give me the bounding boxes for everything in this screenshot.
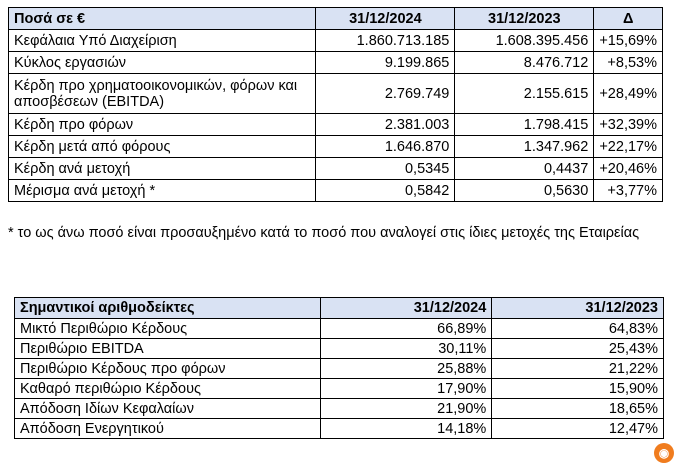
table-row <box>15 419 664 439</box>
table-row <box>9 114 663 136</box>
value-2024: 21,90% <box>320 399 492 419</box>
value-2024: 2.381.003 <box>316 114 455 136</box>
row-label: Κέρδη προ φόρων <box>9 114 316 136</box>
column-header: 31/12/2024 <box>320 298 492 319</box>
row-label: Κεφάλαια Υπό Διαχείριση <box>9 30 316 52</box>
value-2023: 1.347.962 <box>455 136 594 158</box>
value-2023: 15,90% <box>492 379 664 399</box>
value-2024: 25,88% <box>320 359 492 379</box>
column-header: Ποσά σε € <box>9 8 316 30</box>
value-2024: 1.646.870 <box>316 136 455 158</box>
column-header: 31/12/2023 <box>455 8 594 30</box>
table-row <box>9 158 663 180</box>
logo-badge-icon: ◉ <box>654 443 674 463</box>
column-header: Σημαντικοί αριθμοδείκτες <box>15 298 321 319</box>
value-2024: 0,5345 <box>316 158 455 180</box>
value-2024: 14,18% <box>320 419 492 439</box>
change-value: +15,69% <box>594 30 663 52</box>
column-header: 31/12/2024 <box>316 8 455 30</box>
table-row <box>9 180 663 202</box>
row-label: Κέρδη μετά από φόρους <box>9 136 316 158</box>
value-2023: 18,65% <box>492 399 664 419</box>
table-row <box>9 30 663 52</box>
value-2023: 21,22% <box>492 359 664 379</box>
column-header: 31/12/2023 <box>492 298 664 319</box>
value-2024: 2.769.749 <box>316 74 455 114</box>
value-2023: 1.608.395.456 <box>455 30 594 52</box>
row-label: Καθαρό περιθώριο Κέρδους <box>15 379 321 399</box>
table-row <box>9 52 663 74</box>
row-label: Μέρισμα ανά μετοχή * <box>9 180 316 202</box>
table-row <box>15 319 664 339</box>
footnote: * το ως άνω ποσό είναι προσαυξημένο κατά το ποσό που αναλογεί στις ίδιες μετοχές της Εταιρείας <box>8 225 640 241</box>
table-row <box>15 379 664 399</box>
table-header-row <box>15 298 664 319</box>
change-value: +22,17% <box>594 136 663 158</box>
table-row <box>9 74 663 114</box>
value-2024: 30,11% <box>320 339 492 359</box>
value-2024: 17,90% <box>320 379 492 399</box>
row-label: Απόδοση Ιδίων Κεφαλαίων <box>15 399 321 419</box>
value-2024: 1.860.713.185 <box>316 30 455 52</box>
value-2023: 0,4437 <box>455 158 594 180</box>
financial-results-table <box>8 7 663 202</box>
value-2023: 25,43% <box>492 339 664 359</box>
value-2023: 1.798.415 <box>455 114 594 136</box>
table-row <box>15 359 664 379</box>
value-2023: 0,5630 <box>455 180 594 202</box>
table-row <box>15 399 664 419</box>
row-label: Περιθώριο Κέρδους προ φόρων <box>15 359 321 379</box>
value-2024: 66,89% <box>320 319 492 339</box>
row-label: Κέρδη ανά μετοχή <box>9 158 316 180</box>
table-row <box>15 339 664 359</box>
key-ratios-table <box>14 297 664 439</box>
value-2023: 8.476.712 <box>455 52 594 74</box>
change-value: +32,39% <box>594 114 663 136</box>
row-label: Κύκλος εργασιών <box>9 52 316 74</box>
row-label: Κέρδη προ χρηματοοικονομικών, φόρων και αποσβέσεων (EBITDA) <box>9 74 316 114</box>
row-label: Περιθώριο EBITDA <box>15 339 321 359</box>
table-row <box>9 136 663 158</box>
row-label: Απόδοση Ενεργητικού <box>15 419 321 439</box>
value-2023: 12,47% <box>492 419 664 439</box>
value-2023: 64,83% <box>492 319 664 339</box>
column-header: Δ <box>594 8 663 30</box>
change-value: +20,46% <box>594 158 663 180</box>
row-label: Μικτό Περιθώριο Κέρδους <box>15 319 321 339</box>
table-header-row <box>9 8 663 30</box>
value-2024: 0,5842 <box>316 180 455 202</box>
value-2023: 2.155.615 <box>455 74 594 114</box>
change-value: +8,53% <box>594 52 663 74</box>
value-2024: 9.199.865 <box>316 52 455 74</box>
change-value: +28,49% <box>594 74 663 114</box>
change-value: +3,77% <box>594 180 663 202</box>
